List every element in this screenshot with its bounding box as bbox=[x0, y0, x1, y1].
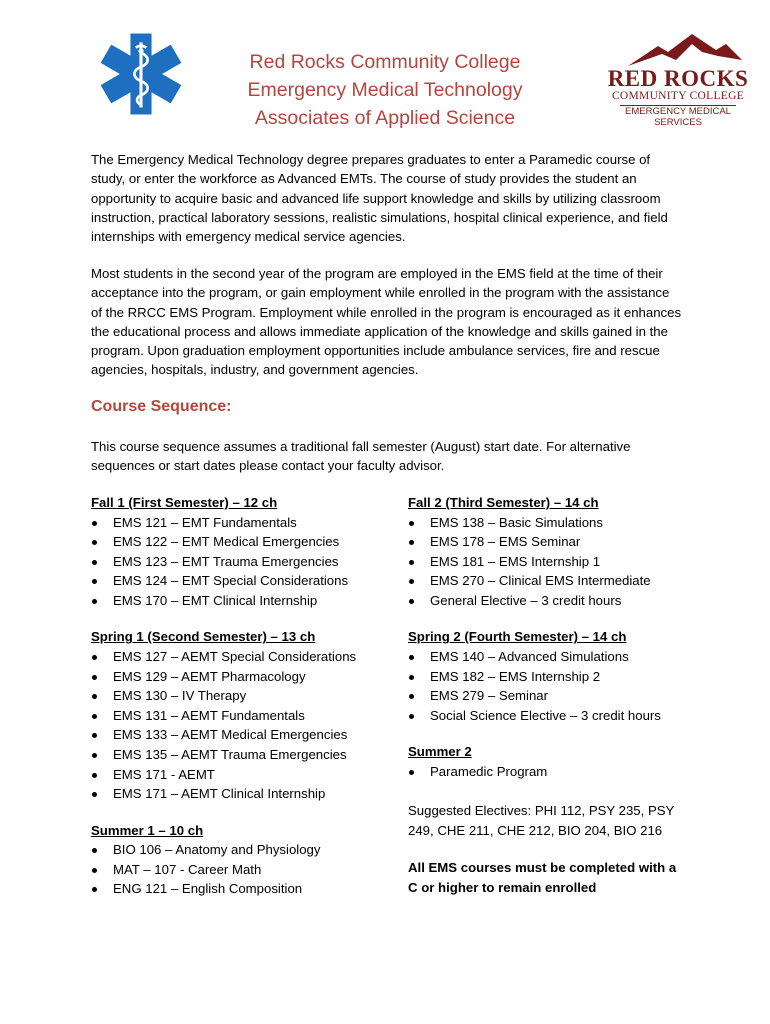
course-item: Paramedic Program bbox=[408, 762, 698, 782]
course-item: BIO 106 – Anatomy and Physiology bbox=[91, 840, 391, 860]
requirement-line: All EMS courses must be completed with a bbox=[408, 860, 677, 876]
star-of-life-icon bbox=[97, 30, 185, 118]
mountain-icon bbox=[606, 30, 750, 70]
course-item: ENG 121 – English Composition bbox=[91, 879, 391, 899]
course-item: MAT – 107 - Career Math bbox=[91, 860, 391, 880]
semester-block-spring-2 bbox=[408, 627, 698, 725]
semester-title: Summer 2 bbox=[408, 744, 472, 760]
completion-requirement bbox=[408, 858, 698, 897]
red-rocks-logo bbox=[606, 30, 750, 130]
course-list bbox=[91, 840, 391, 899]
course-item: EMS 171 - AEMT bbox=[91, 765, 391, 785]
course-item: EMS 279 – Seminar bbox=[408, 686, 698, 706]
course-item: EMS 124 – EMT Special Considerations bbox=[91, 571, 391, 591]
course-item: EMS 127 – AEMT Special Considerations bbox=[91, 647, 391, 667]
electives-line: 249, CHE 211, CHE 212, BIO 204, BIO 216 bbox=[408, 822, 663, 838]
title-line-college: Red Rocks Community College bbox=[249, 51, 521, 73]
course-list bbox=[91, 647, 391, 804]
sequence-description: This course sequence assumes a traditional fall semester (August) start date. For alternative sequences or start dates please contact your faculty advisor. bbox=[91, 439, 631, 474]
course-item: EMS 181 – EMS Internship 1 bbox=[408, 552, 698, 572]
course-item: EMS 178 – EMS Seminar bbox=[408, 532, 698, 552]
course-item: General Elective – 3 credit hours bbox=[408, 591, 698, 611]
title-line-program: Emergency Medical Technology bbox=[247, 79, 523, 101]
course-list bbox=[408, 513, 698, 611]
course-item: EMS 135 – AEMT Trauma Emergencies bbox=[91, 745, 391, 765]
semester-title: Fall 2 (Third Semester) – 14 ch bbox=[408, 495, 599, 510]
course-list bbox=[91, 513, 391, 611]
course-item: EMS 171 – AEMT Clinical Internship bbox=[91, 784, 391, 804]
course-item: EMS 123 – EMT Trauma Emergencies bbox=[91, 552, 391, 572]
suggested-electives bbox=[408, 801, 698, 840]
semester-block-summer-1 bbox=[91, 821, 391, 899]
course-item: EMS 130 – IV Therapy bbox=[91, 686, 391, 706]
electives-line: Suggested Electives: PHI 112, PSY 235, PSY bbox=[408, 803, 675, 819]
semester-block-fall-1 bbox=[91, 493, 391, 610]
course-item: EMS 122 – EMT Medical Emergencies bbox=[91, 532, 391, 552]
semester-title: Spring 1 (Second Semester) – 13 ch bbox=[91, 629, 316, 645]
course-item: EMS 140 – Advanced Simulations bbox=[408, 647, 698, 667]
course-item: EMS 270 – Clinical EMS Intermediate bbox=[408, 571, 698, 591]
course-item: EMS 121 – EMT Fundamentals bbox=[91, 513, 391, 533]
course-item: EMS 138 – Basic Simulations bbox=[408, 513, 698, 533]
logo-name: RED ROCKS bbox=[607, 66, 749, 91]
course-item: EMS 131 – AEMT Fundamentals bbox=[91, 706, 391, 726]
course-item: Social Science Elective – 3 credit hours bbox=[408, 706, 698, 726]
course-item: EMS 170 – EMT Clinical Internship bbox=[91, 591, 391, 611]
title-line-degree: Associates of Applied Science bbox=[254, 107, 516, 129]
course-list bbox=[408, 762, 698, 782]
course-item: EMS 129 – AEMT Pharmacology bbox=[91, 667, 391, 687]
semester-block-spring-1 bbox=[91, 627, 391, 803]
right-course-column bbox=[408, 493, 698, 897]
semester-block-fall-2 bbox=[408, 493, 698, 610]
course-list bbox=[408, 647, 698, 725]
logo-department bbox=[606, 106, 750, 128]
course-item: EMS 182 – EMS Internship 2 bbox=[408, 667, 698, 687]
semester-title: Spring 2 (Fourth Semester) – 14 ch bbox=[408, 629, 627, 645]
course-item: EMS 133 – AEMT Medical Emergencies bbox=[91, 725, 391, 745]
intro-paragraph-1: The Emergency Medical Technology degree prepares graduates to enter a Paramedic course of study, or enter the workforce as Advanced EMTs. The course of study provides the student an opportunity to acquire basic and advanced life support knowledge and skills by utilizing classroom instruction, practical laboratory sessions, realistic simulations, hospital clinical experience, and field internships with emergency medical service agencies. bbox=[91, 152, 668, 245]
left-course-column bbox=[91, 493, 391, 916]
logo-dept-line2: SERVICES bbox=[654, 117, 702, 128]
logo-subtitle: COMMUNITY COLLEGE bbox=[611, 90, 745, 102]
intro-paragraph-2: Most students in the second year of the program are employed in the EMS field at the time of their acceptance into the program, or gain employment while enrolled in the program with the assistance of the RRCC EMS Program. Employment while enrolled in the program is encouraged as it enhances the educational process and allows immediate application of the knowledge and skills gained in the program. Upon graduation employment opportunities include ambulance services, fire and rescue agencies, hospitals, industry, and government agencies. bbox=[91, 266, 682, 378]
semester-block-summer-2 bbox=[408, 742, 698, 781]
semester-title: Summer 1 – 10 ch bbox=[91, 822, 204, 838]
semester-title: Fall 1 (First Semester) – 12 ch bbox=[91, 495, 278, 510]
requirement-line: C or higher to remain enrolled bbox=[408, 879, 597, 895]
document-title bbox=[210, 48, 560, 132]
logo-dept-line1: EMERGENCY MEDICAL bbox=[625, 106, 731, 117]
course-sequence-heading: Course Sequence: bbox=[91, 398, 232, 415]
